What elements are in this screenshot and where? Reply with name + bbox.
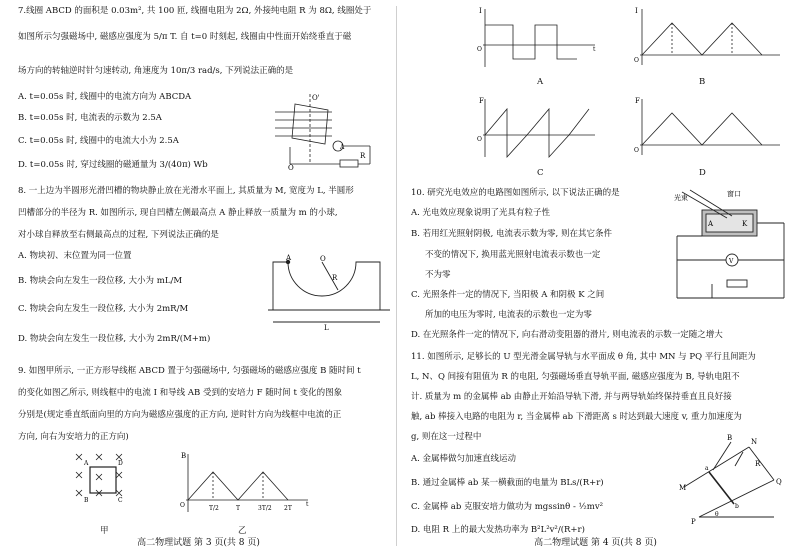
q8-line1: 8. 一上边为半圆形光滑凹槽的物块静止放在光滑水平面上, 其质量为 M, 宽度为 L, 半圆形 <box>18 186 354 196</box>
svg-text:A: A <box>340 144 345 151</box>
svg-text:Q: Q <box>776 478 782 486</box>
svg-text:O: O <box>634 147 639 154</box>
svg-text:T: T <box>236 505 241 512</box>
svg-text:I: I <box>479 7 482 15</box>
svg-text:O: O <box>288 164 294 172</box>
q7-option-a: A. t=0.05s 时, 线圈中的电流方向为 ABCDA <box>18 92 192 102</box>
graph-d-f-t <box>632 95 782 165</box>
svg-text:C: C <box>118 497 123 504</box>
q7-line3: 场方向的转轴逆时针匀速转动, 角速度为 10π/3 rad/s, 下列说法正确的是 <box>18 66 294 76</box>
q8-line3: 对小球自释放至右侧最高点的过程, 下列说法正确的是 <box>18 230 219 240</box>
q9-figure-jia <box>70 450 145 522</box>
svg-text:O': O' <box>312 94 320 102</box>
q10-option-b-2: 不变的情况下, 换用蓝光照射电流表示数也一定 <box>425 250 601 260</box>
svg-text:a: a <box>705 465 709 472</box>
svg-text:R: R <box>360 152 366 160</box>
q9-line4: 方向, 向右为安培力的正方向) <box>18 432 129 442</box>
graph-a-i-t <box>477 5 597 75</box>
svg-text:D: D <box>118 460 123 467</box>
svg-text:F: F <box>479 97 484 105</box>
svg-text:A: A <box>286 254 292 262</box>
q10-option-a: A. 光电效应现象说明了光具有粒子性 <box>411 208 551 218</box>
q8-option-c: C. 物块会向左发生一段位移, 大小为 2mR/M <box>18 304 189 314</box>
svg-text:B: B <box>181 452 187 460</box>
q9-figure-yi <box>178 450 313 522</box>
q11-option-c: C. 金属棒 ab 克服安培力做功为 mgssinθ - ½mv² <box>411 502 604 512</box>
q11-option-b: B. 通过金属棒 ab 某一横截面的电量为 BLs/(R+r) <box>411 478 604 488</box>
svg-text:O: O <box>180 502 185 509</box>
q11-line2: L, N、Q 间接有阻值为 R 的电阻, 匀强磁场垂直导轨平面, 磁感应强度为 B, 导轨电阻不 <box>411 372 740 382</box>
q9-line2: 的变化如图乙所示, 则线框中的电流 I 和导线 AB 受到的安培力 F 随时间 t 变化的图象 <box>18 388 343 398</box>
graph-b-i-t <box>632 5 782 75</box>
q11-option-a: A. 金属棒做匀加速直线运动 <box>411 454 517 464</box>
svg-text:R: R <box>332 274 338 282</box>
svg-text:I: I <box>635 7 638 15</box>
svg-text:A: A <box>708 220 714 228</box>
svg-text:V: V <box>729 258 734 265</box>
q11-line5: g, 则在这一过程中 <box>411 432 482 442</box>
svg-text:O: O <box>477 136 482 143</box>
q7-line1: 7.线圈 ABCD 的面积是 0.03m², 共 100 匝, 线圈电阻为 2Ω, 外接纯电阻 R 为 8Ω, 线圈处于 <box>18 6 372 16</box>
svg-text:3T/2: 3T/2 <box>258 505 272 512</box>
graph-label-b: B <box>699 77 706 87</box>
q8-option-d: D. 物块会向左发生一段位移, 大小为 2mR/(M+m) <box>18 334 211 344</box>
svg-text:L: L <box>324 324 329 332</box>
svg-text:O: O <box>477 46 482 53</box>
svg-text:T/2: T/2 <box>209 505 219 512</box>
q10-option-c-2: 所加的电压为零时, 电流表的示数也一定为零 <box>425 310 592 320</box>
q11-rails-figure <box>679 432 789 527</box>
svg-text:R: R <box>755 460 761 468</box>
q10-option-b-1: B. 若用红光照射阴极, 电流表示数为零, 则在其它条件 <box>411 229 612 239</box>
graph-label-c: C <box>537 168 544 178</box>
q10-option-b-3: 不为零 <box>425 270 451 280</box>
svg-text:F: F <box>635 97 640 105</box>
q11-line4: 触, ab 棒接入电路的电阻为 r, 当金属棒 ab 下滑距离 s 时达到最大速度 v, 重力加速度为 <box>411 412 742 422</box>
graph-label-d: D <box>699 168 706 178</box>
q11-line1: 11. 如图所示, 足够长的 U 型光滑金属导轨与水平面成 θ 角, 其中 MN 与 PQ 平行且间距为 <box>411 352 756 362</box>
svg-text:K: K <box>742 220 748 228</box>
q10-line1: 10. 研究光电效应的电路图如图所示, 以下说法正确的是 <box>411 188 620 198</box>
right-page <box>397 0 794 554</box>
right-page-footer: 高二物理试题 第 4 页(共 8 页) <box>534 538 657 548</box>
svg-text:M: M <box>679 484 687 492</box>
q10-option-d: D. 在光照条件一定的情况下, 向右滑动变阻器的滑片, 则电流表的示数一定随之增大 <box>411 330 723 340</box>
q8-option-b: B. 物块会向左发生一段位移, 大小为 mL/M <box>18 276 183 286</box>
q8-option-a: A. 物块初、末位置为同一位置 <box>18 251 132 261</box>
svg-text:O: O <box>634 57 639 64</box>
q11-option-d: D. 电阻 R 上的最大发热功率为 B²L²v²/(R+r) <box>411 525 585 535</box>
q9-caption-jia: 甲 <box>100 526 109 536</box>
q8-line2: 凹槽部分的半径为 R. 如图所示, 现自凹槽左侧最高点 A 静止释放一质量为 m 的小球, <box>18 208 338 218</box>
svg-text:t: t <box>306 501 309 508</box>
svg-text:t: t <box>593 46 596 53</box>
q7-option-b: B. t=0.05s 时, 电流表的示数为 2.5A <box>18 113 162 123</box>
q7-option-d: D. t=0.05s 时, 穿过线圈的磁通量为 3/(40π) Wb <box>18 160 208 170</box>
svg-text:B: B <box>727 434 733 442</box>
q7-line2: 如图所示匀强磁场中, 磁感应强度为 5/π T. 自 t=0 时刻起, 线圈由中性面开始绕垂直于磁 <box>18 32 352 42</box>
q11-line3: 计. 质量为 m 的金属棒 ab 由静止开始沿导轨下滑, 并与两导轨始终保持垂直且良好接 <box>411 392 732 402</box>
svg-text:P: P <box>691 518 696 526</box>
q9-line3: 分别是(规定垂直纸面向里的方向为磁感应强度的正方向, 逆时针方向为线框中电流的正 <box>18 410 342 420</box>
q10-label-light: 光束 <box>674 194 688 202</box>
q8-groove-figure <box>268 252 390 332</box>
svg-text:θ: θ <box>715 511 719 518</box>
svg-text:B: B <box>84 497 89 504</box>
graph-c-f-t <box>477 95 597 165</box>
svg-text:O: O <box>320 255 326 263</box>
left-page-footer: 高二物理试题 第 3 页(共 8 页) <box>137 538 260 548</box>
graph-label-a: A <box>537 77 544 87</box>
q10-photoelectric-figure <box>672 188 787 313</box>
svg-text:2T: 2T <box>284 505 292 512</box>
q10-label-window: 窗口 <box>727 190 741 198</box>
q9-caption-yi: 乙 <box>238 526 247 536</box>
q7-option-c: C. t=0.05s 时, 线圈中的电流大小为 2.5A <box>18 136 179 146</box>
q7-coil-figure <box>270 92 390 172</box>
q9-line1: 9. 如图甲所示, 一正方形导线框 ABCD 置于匀强磁场中, 匀强磁场的磁感应强度 B 随时间 t <box>18 366 361 376</box>
svg-text:N: N <box>751 438 758 446</box>
svg-text:A: A <box>84 460 89 467</box>
svg-text:b: b <box>735 503 739 510</box>
q10-option-c-1: C. 光照条件一定的情况下, 当阳极 A 和阴极 K 之间 <box>411 290 605 300</box>
